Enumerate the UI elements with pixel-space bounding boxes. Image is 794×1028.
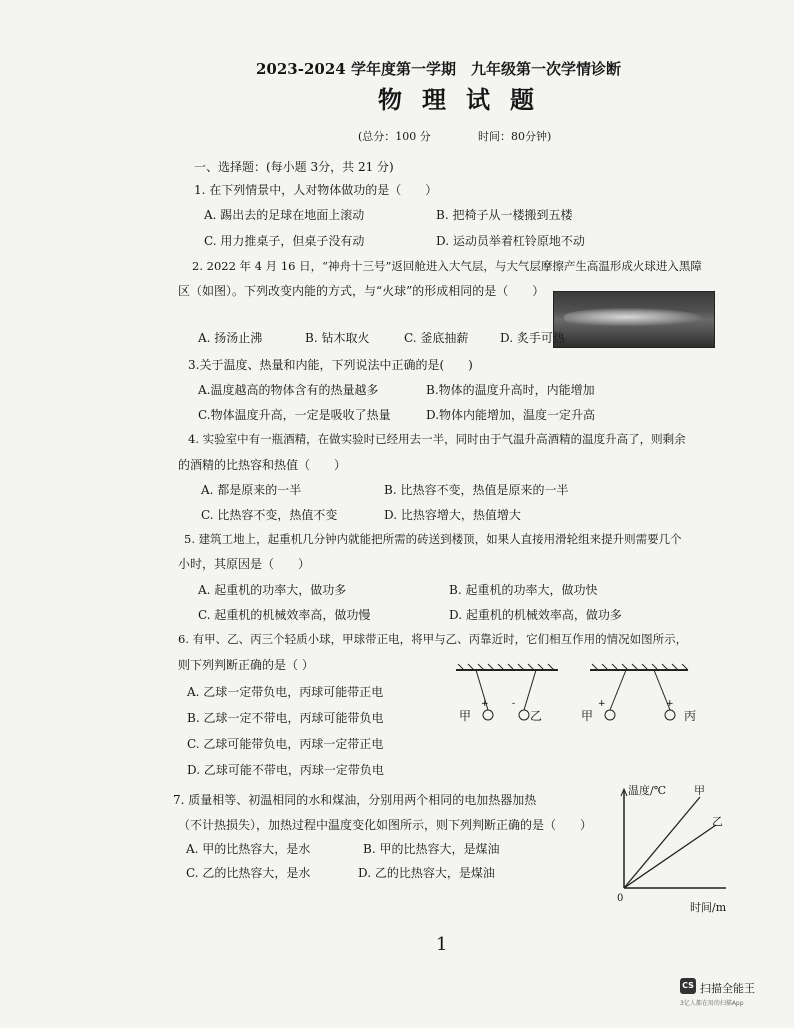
q6-option-d: D. 乙球可能不带电，丙球一定带负电 [187,763,384,777]
q7-stem-line2: （不计热损失），加热过程中温度变化如图所示，则下列判断正确的是（ ） [178,818,593,832]
q2-stem-line1: 2. 2022 年 4 月 16 日，“神舟十三号”返回舱进入大气层，与大气层摩擦产生高温形成火球进入黑障 [192,259,702,273]
thread-yi [524,670,536,710]
minus-sign: - [512,699,516,709]
q1-option-c: C. 用力推桌子，但桌子没有动 [204,234,365,248]
q4-stem-line2: 的酒精的比热容和热值（ ） [178,458,347,472]
q5-option-b: B. 起重机的功率大，做功快 [449,583,598,597]
graph-xlabel: 时间/m [690,901,727,914]
fig6-label-jia-left: 甲 [459,709,472,723]
q3-option-c: C.物体温度升高，一定是吸收了热量 [198,408,391,422]
q7-option-c: C. 乙的比热容大，是水 [186,866,311,880]
q4-option-d: D. 比热容增大，热值增大 [384,508,521,522]
section-heading: 一、选择题：(每小题 3分，共 21 分) [194,160,394,174]
q1-stem: 1. 在下列情景中，人对物体做功的是（ ） [194,183,438,197]
q2-option-d: D. 炙手可热 [500,331,565,345]
q1-option-b: B. 把椅子从一楼搬到五楼 [436,208,573,222]
q6-option-a: A. 乙球一定带负电，丙球可能带正电 [187,685,384,699]
line-yi [624,825,716,888]
ball-jia-right [605,710,615,720]
page-number: 1 [436,934,448,955]
ball-bing [665,710,675,720]
q1-option-a: A. 踢出去的足球在地面上滚动 [204,208,365,222]
q4-stem-line1: 4. 实验室中有一瓶酒精，在做实验时已经用去一半，同时由于气温升高酒精的温度升高了，则剩余 [188,432,686,446]
q6-stem-line1: 6. 有甲、乙、丙三个轻质小球，甲球带正电，将甲与乙、丙靠近时，它们相互作用的情况如图所示， [178,632,688,646]
q5-option-d: D. 起重机的机械效率高，做功多 [449,608,622,622]
q5-option-a: A. 起重机的功率大，做功多 [198,583,347,597]
thread-jia-right [610,670,626,710]
total-score: (总分：100 分 [358,130,431,143]
right-support-bar [590,664,688,670]
charged-balls-figure [448,660,698,735]
scanner-logo: CS [680,978,696,994]
q6-stem-line2: 则下列判断正确的是（ ） [178,658,314,672]
q3-option-d: D.物体内能增加，温度一定升高 [426,408,596,422]
q2-stem-line2: 区（如图）。下列改变内能的方式，与“火球”的形成相同的是（ ） [178,284,545,298]
plus-sign-bing: + [666,699,674,709]
q3-option-a: A.温度越高的物体含有的热量越多 [198,383,379,397]
line-jia [624,797,700,888]
q5-stem-line2: 小时，其原因是（ ） [178,557,311,571]
ball-jia-left [483,710,493,720]
scanner-app-name: 扫描全能王 [700,982,755,995]
graph-label-jia: 甲 [694,784,705,797]
graph-origin: 0 [617,893,624,904]
q4-option-a: A. 都是原来的一半 [201,483,302,497]
q7-option-b: B. 甲的比热容大，是煤油 [363,842,500,856]
temperature-time-graph [612,785,732,895]
fireball-photo [553,291,715,348]
q3-stem: 3.关于温度、热量和内能，下列说法中正确的是( ) [188,358,473,372]
q7-option-d: D. 乙的比热容大，是煤油 [358,866,495,880]
q2-option-b: B. 钻木取火 [305,331,370,345]
graph-ylabel: 温度/℃ [628,784,667,797]
fig6-label-yi: 乙 [530,709,543,723]
q4-option-b: B. 比热容不变，热值是原来的一半 [384,483,569,497]
q5-stem-line1: 5. 建筑工地上，起重机几分钟内就能把所需的砖送到楼顶，如果人直接用滑轮组来提升则需要几个 [184,532,682,546]
left-support-bar [456,664,558,670]
page-title: 物理试题 [378,85,554,114]
q2-option-c: C. 釜底抽薪 [404,331,469,345]
q1-option-d: D. 运动员举着杠铃原地不动 [436,234,585,248]
q6-option-c: C. 乙球可能带负电，丙球一定带正电 [187,737,384,751]
q2-option-a: A. 扬汤止沸 [198,331,263,345]
q7-stem-line1: 7. 质量相等、初温相同的水和煤油，分别用两个相同的电加热器加热 [173,793,537,807]
q5-option-c: C. 起重机的机械效率高，做功慢 [198,608,371,622]
plus-sign-right: + [598,699,606,709]
fig6-label-jia-right: 甲 [581,709,594,723]
ball-yi [519,710,529,720]
plus-sign: + [481,699,489,709]
scanner-tagline: 3亿人都在用的扫描App [680,1000,744,1007]
graph-label-yi: 乙 [712,815,723,828]
exam-header: 2023-2024 学年度第一学期 九年级第一次学情诊断 [256,60,621,78]
q3-option-b: B.物体的温度升高时，内能增加 [426,383,595,397]
q4-option-c: C. 比热容不变，热值不变 [201,508,338,522]
fig6-label-bing: 丙 [684,709,697,723]
q6-option-b: B. 乙球一定不带电，丙球可能带负电 [187,711,384,725]
q7-option-a: A. 甲的比热容大，是水 [186,842,311,856]
exam-time: 时间：80分钟) [478,130,552,143]
